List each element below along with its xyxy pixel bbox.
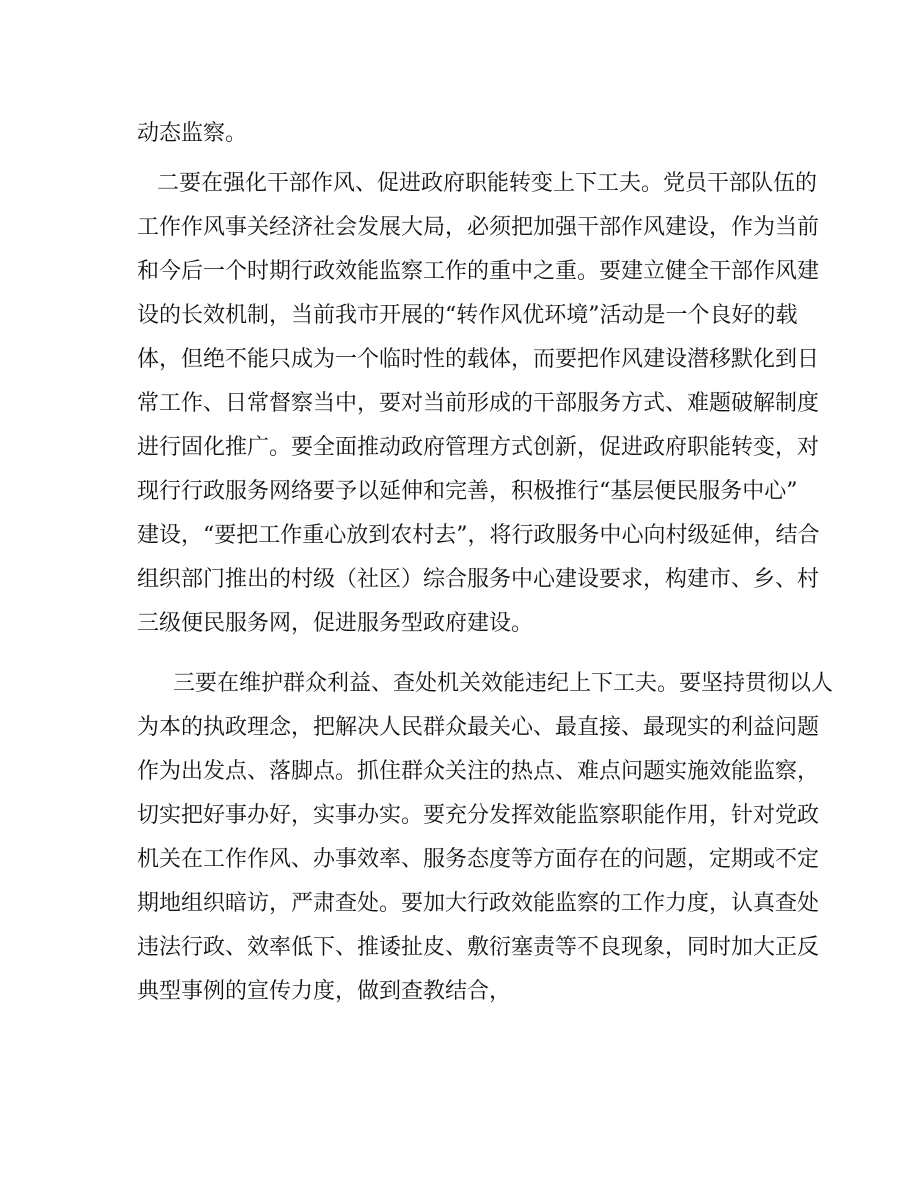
- text-line: 常工作、日常督察当中，要对当前形成的干部服务方式、难题破解制度: [137, 391, 820, 416]
- text-line: 组织部门推出的村级（社区）综合服务中心建设要求，构建市、乡、村: [137, 567, 820, 592]
- text-line: 机关在工作作风、办事效率、服务态度等方面存在的问题，定期或不定: [137, 847, 820, 872]
- text-line: 作为出发点、落脚点。抓住群众关注的热点、难点问题实施效能监察，: [137, 759, 820, 784]
- text-line: 进行固化推广。要全面推动政府管理方式创新，促进政府职能转变，对: [137, 435, 820, 460]
- text-line: 现行行政服务网络要予以延伸和完善，积极推行“基层便民服务中心”: [137, 479, 798, 504]
- paragraph-last-line: 三级便民服务网，促进服务型政府建设。: [137, 611, 534, 636]
- text-line: 和今后一个时期行政效能监察工作的重中之重。要建立健全干部作风建: [137, 259, 820, 284]
- text-line: 工作作风事关经济社会发展大局，必须把加强干部作风建设，作为当前: [137, 215, 820, 240]
- text-line: 动态监察。: [137, 121, 248, 146]
- text-line: 体，但绝不能只成为一个临时性的载体，而要把作风建设潜移默化到日: [137, 347, 820, 372]
- text-line: 为本的执政理念，把解决人民群众最关心、最直接、最现实的利益问题: [137, 715, 820, 740]
- text-line: 违法行政、效率低下、推诿扯皮、敷衍塞责等不良现象，同时加大正反: [137, 935, 820, 960]
- paragraph-first-line: 二要在强化干部作风、促进政府职能转变上下工夫。党员干部队伍的: [157, 171, 818, 196]
- text-line: 建设，“要把工作重心放到农村去”，将行政服务中心向村级延伸，结合: [137, 523, 820, 548]
- paragraph-last-line: 典型事例的宣传力度，做到查教结合，: [137, 979, 512, 1004]
- text-line: 切实把好事办好，实事办实。要充分发挥效能监察职能作用，针对党政: [137, 803, 820, 828]
- paragraph-first-line: 三要在维护群众利益、查处机关效能违纪上下工夫。要坚持贯彻以人: [173, 671, 834, 696]
- text-line: 期地组织暗访，严肃查处。要加大行政效能监察的工作力度，认真查处: [137, 891, 820, 916]
- text-line: 设的长效机制，当前我市开展的“转作风优环境”活动是一个良好的载: [137, 303, 798, 328]
